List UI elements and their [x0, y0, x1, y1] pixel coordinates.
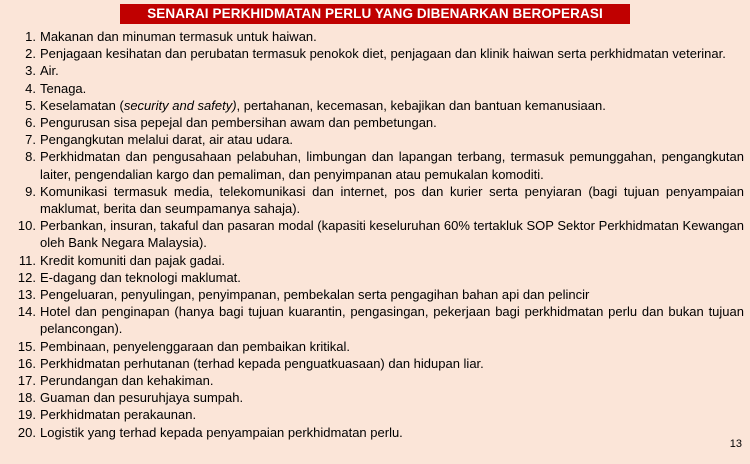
list-item — [0, 269, 750, 286]
item-text-before: Keselamatan ( — [40, 97, 124, 113]
list-item — [0, 183, 750, 217]
list-item — [0, 389, 750, 406]
item-text: Komunikasi termasuk media, telekomunikasi dan internet, pos dan kurier serta penyiaran (bagi tujuan penyampaian maklumat, berita dan seumpamanya sahaja). — [40, 183, 744, 217]
item-number: 4. — [25, 80, 36, 96]
list-item — [0, 424, 750, 441]
item-number: 1. — [25, 29, 36, 44]
item-text: Guaman dan pesuruhjaya sumpah. — [40, 390, 244, 406]
page-number: 13 — [729, 438, 742, 450]
list-item — [0, 217, 750, 251]
item-number: 17. — [17, 373, 36, 389]
item-text: Perkhidmatan perakaunan. — [40, 407, 197, 423]
item-number: 20. — [17, 424, 36, 440]
list-item — [0, 286, 750, 303]
item-number: 19. — [17, 407, 36, 423]
list-item — [0, 252, 750, 269]
item-text: Penjagaan kesihatan dan perubatan termasuk penokok diet, penjagaan dan klinik haiwan serta perkhidmatan veterinar. — [40, 46, 726, 62]
list-item — [0, 97, 750, 114]
slide-title: SENARAI PERKHIDMATAN PERLU YANG DIBENARKAN BEROPERASI — [120, 4, 630, 24]
item-number: 15. — [17, 338, 36, 354]
item-text-after: , pertahanan, kecemasan, kebajikan dan bantuan kemanusiaan. — [236, 97, 606, 113]
list-item — [0, 80, 750, 97]
list-item — [0, 338, 750, 355]
list-item — [0, 303, 750, 337]
item-number: 11. — [18, 252, 36, 268]
item-number: 13. — [17, 287, 36, 303]
item-text-italic: security and safety) — [123, 97, 237, 113]
item-number: 12. — [17, 269, 36, 285]
item-text: Perbankan, insuran, takaful dan pasaran modal (kapasiti keseluruhan 60% tertakluk SOP Sektor Perkhidmatan Kewangan oleh Bank Negara Malaysia). — [40, 218, 744, 251]
item-text: Kredit komuniti dan pajak gadai. — [40, 252, 226, 268]
list-item — [0, 406, 750, 423]
item-text: Pengeluaran, penyulingan, penyimpanan, pembekalan serta pengagihan bahan api dan pelincir — [40, 287, 590, 303]
item-text: Hotel dan penginapan (hanya bagi tujuan kuarantin, pengasingan, pekerjaan bagi perkhidmatan perlu dan bukan tujuan pelancongan). — [40, 304, 744, 337]
item-number: 2. — [25, 46, 36, 62]
item-number: 3. — [25, 63, 36, 79]
item-number: 10. — [17, 218, 36, 234]
list-item — [0, 62, 750, 79]
item-text: Pengurusan sisa pepejal dan pembersihan awam dan pembetungan. — [40, 115, 437, 131]
item-text: Perundangan dan kehakiman. — [40, 373, 214, 389]
item-number: 7. — [25, 132, 36, 148]
list-item — [0, 148, 750, 182]
item-number: 9. — [25, 183, 36, 199]
item-number: 18. — [17, 390, 36, 406]
item-number: 8. — [25, 149, 36, 165]
item-text: Logistik yang terhad kepada penyampaian perkhidmatan perlu. — [40, 424, 403, 440]
item-text: Makanan dan minuman termasuk untuk haiwan. — [40, 29, 317, 44]
item-text: E-dagang dan teknologi maklumat. — [40, 269, 241, 285]
list-item — [0, 372, 750, 389]
item-text: Pembinaan, penyelenggaraan dan pembaikan kritikal. — [40, 338, 351, 354]
item-text: Air. — [40, 63, 59, 79]
item-number: 14. — [17, 304, 36, 320]
item-number: 16. — [17, 355, 36, 371]
list-item — [0, 45, 750, 62]
list-item — [0, 355, 750, 372]
item-text: Perkhidmatan perhutanan (terhad kepada penguatkuasaan) dan hidupan liar. — [40, 355, 484, 371]
service-list — [0, 28, 750, 441]
list-item — [0, 28, 750, 45]
item-number: 6. — [25, 115, 36, 131]
item-number: 5. — [25, 97, 36, 113]
item-text: Tenaga. — [40, 80, 87, 96]
item-text: Pengangkutan melalui darat, air atau udara. — [40, 132, 293, 148]
list-item — [0, 131, 750, 148]
list-item — [0, 114, 750, 131]
item-text — [40, 97, 744, 114]
item-text: Perkhidmatan dan pengusahaan pelabuhan, limbungan dan lapangan terbang, termasuk pemunggahan, pengangkutan laiter, pengendalian kargo dan pemaliman, dan penyimpanan atau pemukalan komoditi. — [40, 149, 744, 182]
